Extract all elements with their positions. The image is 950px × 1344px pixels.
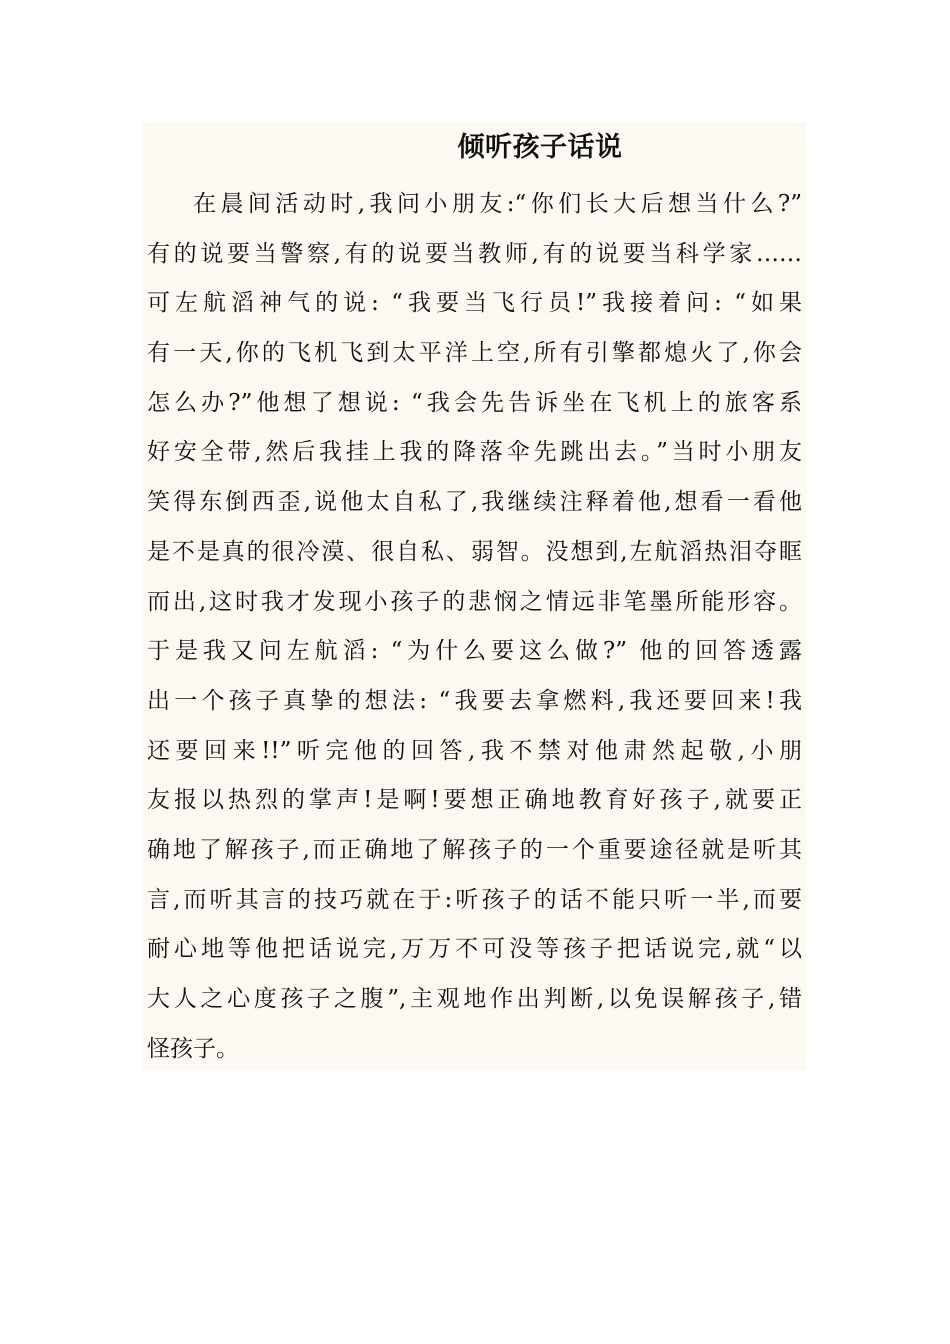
paragraph-line: 还要回来!!”听完他的回答,我不禁对他肃然起敬,小朋 bbox=[147, 737, 802, 764]
paragraph-line: 而出,这时我才发现小孩子的悲悯之情远非笔墨所能形容。 bbox=[147, 588, 802, 615]
paragraph-line: 是不是真的很冷漠、很自私、弱智。没想到,左航滔热泪夺眶 bbox=[147, 538, 802, 565]
paragraph-line: 于是我又问左航滔: “为什么要这么做?” 他的回答透露 bbox=[147, 638, 802, 665]
paragraph-line: 确地了解孩子,而正确地了解孩子的一个重要途径就是听其 bbox=[147, 836, 802, 863]
paragraph-line: 好安全带,然后我挂上我的降落伞先跳出去。”当时小朋友 bbox=[147, 439, 802, 466]
paragraph-line: 耐心地等他把话说完,万万不可没等孩子把话说完,就“以 bbox=[147, 936, 802, 963]
paragraph-line: 怪孩子。 bbox=[147, 1035, 239, 1062]
body-paragraph bbox=[147, 180, 802, 1074]
paragraph-line: 笑得东倒西歪,说他太自私了,我继续注释着他,想看一看他 bbox=[147, 489, 802, 516]
paragraph-line: 有的说要当警察,有的说要当教师,有的说要当科学家…… bbox=[147, 240, 802, 267]
paragraph-line: 言,而听其言的技巧就在于:听孩子的话不能只听一半,而要 bbox=[147, 886, 802, 913]
paragraph-line: 出一个孩子真挚的想法: “我要去拿燃料,我还要回来!我 bbox=[147, 687, 802, 714]
document-text-block bbox=[143, 122, 806, 1070]
paragraph-line: 怎么办?”他想了想说: “我会先告诉坐在飞机上的旅客系 bbox=[147, 389, 802, 416]
paragraph-line: 大人之心度孩子之腹”,主观地作出判断,以免误解孩子,错 bbox=[147, 986, 802, 1012]
paragraph-line: 可左航滔神气的说: “我要当飞行员!”我接着问: “如果 bbox=[147, 290, 802, 317]
paragraph-line: 有一天,你的飞机飞到太平洋上空,所有引擎都熄火了,你会 bbox=[147, 340, 802, 367]
paragraph-line: 友报以热烈的掌声!是啊!要想正确地教育好孩子,就要正 bbox=[147, 787, 802, 814]
paragraph-line: 在晨间活动时,我问小朋友:“你们长大后想当什么?” bbox=[193, 191, 802, 217]
document-title: 倾听孩子话说 bbox=[457, 132, 623, 163]
